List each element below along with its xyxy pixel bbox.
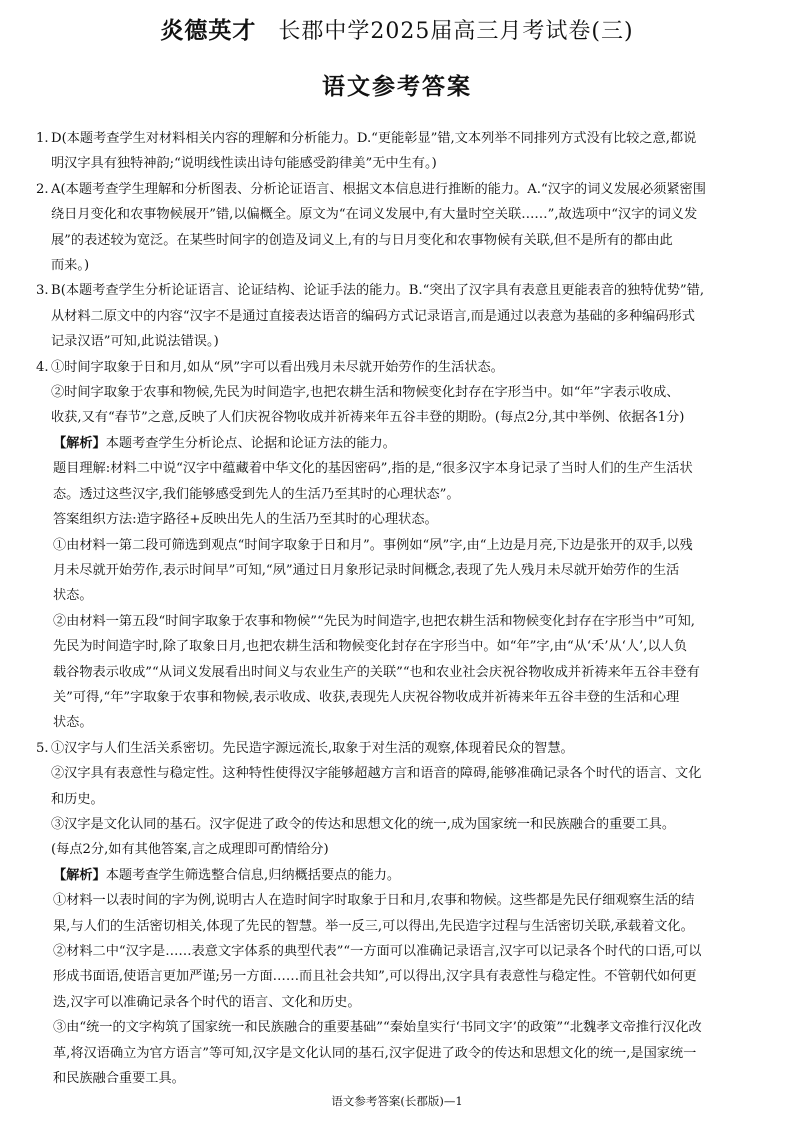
text-line: 态。透过这些汉字,我们能够感受到先人的生活乃至其时的心理状态”。	[53, 486, 460, 502]
question-4	[36, 355, 774, 431]
text-line: ①由材料一第二段可筛选到观点“时间字取象于日和月”。事例如“夙”字,由“上边是月亮,下边是张开的双手,以残	[53, 537, 693, 553]
analysis-label: 【解析】	[53, 435, 106, 451]
analysis-heading	[53, 431, 774, 456]
analysis-heading	[53, 863, 774, 888]
text-line: 状态。	[53, 715, 93, 731]
text-line: 从材料二原文中的内容“汉字不是通过直接表达语音的编码方式记录语言,而是通过以表意为基础的多种编码形式	[51, 308, 695, 324]
text-line: 形成书面语,使语言更加严谨;另一方面……而且社会共知”,可以得出,汉字具有表意性与稳定性。不管朝代如何更	[53, 969, 697, 985]
text-line: 革,将汉语确立为官方语言”等可知,汉字是文化认同的基石,汉字促进了政令的传达和思想文化的统一,是国家统一	[53, 1045, 697, 1061]
analysis-4	[36, 431, 774, 736]
text-line: 记录汉语”可知,此说法错误。)	[51, 334, 219, 350]
question-1	[36, 126, 774, 177]
text-line: ③由“统一的文字构筑了国家统一和民族融合的重要基础”“秦始皇实行‘书同文字’的政策”“北魏孝文帝推行汉化改	[53, 1020, 702, 1036]
text-line: 关”可得,“年”字取象于农事和物候,表示收成、收获,表现先人庆祝谷物收成并祈祷来年五谷丰登的生活和心理	[53, 689, 680, 705]
text-line: 和历史。	[51, 791, 104, 807]
text-line: 明汉字具有独特神韵;“说明线性读出诗句能感受韵律美”无中生有。)	[51, 156, 437, 172]
brand-name: 炎德英才	[160, 17, 257, 44]
text-line: 答案组织方法:造字路径+反映出先人的生活乃至其时的心理状态。	[53, 512, 438, 528]
question-3	[36, 278, 774, 354]
text-line: 状态。	[53, 588, 93, 604]
text-line: 先民为时间造字时,除了取象日月,也把农耕生活和物候变化封存在字形当中。如“年”字,由“从‘禾’从‘人’,以人负	[53, 639, 688, 655]
text-line: ①材料一以表时间的字为例,说明古人在造时间字时取象于日和月,农事和物候。这些都是先民仔细观察生活的结	[53, 893, 695, 909]
question-number: 5.	[36, 740, 49, 756]
text-line: ②材料二中“汉字是……表意文字体系的典型代表”“一方面可以准确记录语言,汉字可以记录各个时代的口语,可以	[53, 944, 702, 959]
answer-point: ①时间字取象于日和月,如从“夙”字可以看出残月未尽就开始劳作的生活状态。	[51, 359, 504, 375]
answer-point: ②汉字具有表意性与稳定性。这种特性使得汉字能够超越方言和语音的障碍,能够准确记录各个时代的语言、文化	[51, 766, 702, 782]
question-number: 1.	[36, 131, 49, 146]
text-line: 展”的表述较为宽泛。在某些时间字的创造及词义上,有的与日月变化和农事物候有关联,但不是所有的都由此	[51, 232, 673, 248]
answer-point: ③汉字是文化认同的基石。汉字促进了政令的传达和思想文化的统一,成为国家统一和民族融合的重要工具。	[51, 816, 676, 832]
text-line: 收获,又有“春节”之意,反映了人们庆祝谷物收成并祈祷来年五谷丰登的期盼。(每点2分,其中举例、依据各1分)	[51, 410, 685, 426]
text-line: A(本题考查学生理解和分析图表、分析论证语言、根据文本信息进行推断的能力。A.“汉字的词义发展必须紧密围	[51, 181, 706, 197]
question-number: 4.	[36, 359, 49, 375]
text-line: B(本题考查学生分析论证语言、论证结构、论证手法的能力。B.“突出了汉字具有表意且更能表音的独特优势”错,	[51, 283, 705, 299]
document-subtitle: 语文参考答案	[322, 73, 472, 100]
answer-point: ①汉字与人们生活关系密切。先民造字源远流长,取象于对生活的观察,体现着民众的智慧。	[51, 740, 574, 756]
question-number: 3.	[36, 283, 49, 299]
question-number: 2.	[36, 181, 49, 197]
answer-content	[36, 126, 774, 1091]
text-line: 而来。)	[51, 258, 90, 274]
exam-title: 长郡中学2025届高三月考试卷(三)	[278, 19, 634, 44]
page-footer: 语文参考答案(长郡版)—1	[331, 1094, 463, 1108]
text-line: 果,与人们的生活密切相关,体现了先民的智慧。举一反三,可以得出,先民造字过程与生活密切关联,承载着文化。	[53, 918, 694, 934]
text-line: 迭,汉字可以准确记录各个时代的语言、文化和历史。	[53, 994, 361, 1010]
analysis-5	[36, 863, 774, 1092]
question-2	[36, 177, 774, 279]
analysis-text: 本题考查学生分析论点、论据和论证方法的能力。	[105, 435, 396, 451]
text-line: ②由材料一第五段“时间字取象于农事和物候”“先民为时间造字,也把农耕生活和物候变化封存在字形当中”可知,	[53, 613, 695, 629]
text-line: 题目理解:材料二中说“汉字中蕴藏着中华文化的基因密码”,指的是,“很多汉字本身记录了当时人们的生产生活状	[53, 461, 693, 477]
answer-point: ②时间字取象于农事和物候,先民为时间造字,也把农耕生活和物候变化封存在字形当中。如“年”字表示收成、	[51, 385, 680, 401]
text-line: 和民族融合重要工具。	[53, 1071, 185, 1087]
text-line: 月未尽就开始劳作,表示时间早”可知,“夙”通过日月象形记录时间概念,表现了先人残月未尽就开始劳作的生活	[53, 562, 680, 578]
text-line: D(本题考查学生对材料相关内容的理解和分析能力。D.“更能彰显”错,文本列举不同排列方式没有比较之意,都说	[51, 131, 697, 146]
exam-header	[0, 14, 794, 49]
text-line: 载谷物表示收成”“从词义发展看出时间义与农业生产的关联”“也和农业社会庆祝谷物收成并祈祷来年五谷丰登有	[53, 664, 700, 680]
analysis-label: 【解析】	[53, 867, 106, 883]
analysis-text: 本题考查学生筛选整合信息,归纳概括要点的能力。	[105, 867, 401, 883]
question-5	[36, 736, 774, 863]
score-note: (每点2分,如有其他答案,言之成理即可酌情给分)	[51, 842, 329, 858]
text-line: 绕日月变化和农事物候展开”错,以偏概全。原文为“在词义发展中,有大量时空关联……”,故选项中“汉字的词义发	[51, 207, 698, 223]
